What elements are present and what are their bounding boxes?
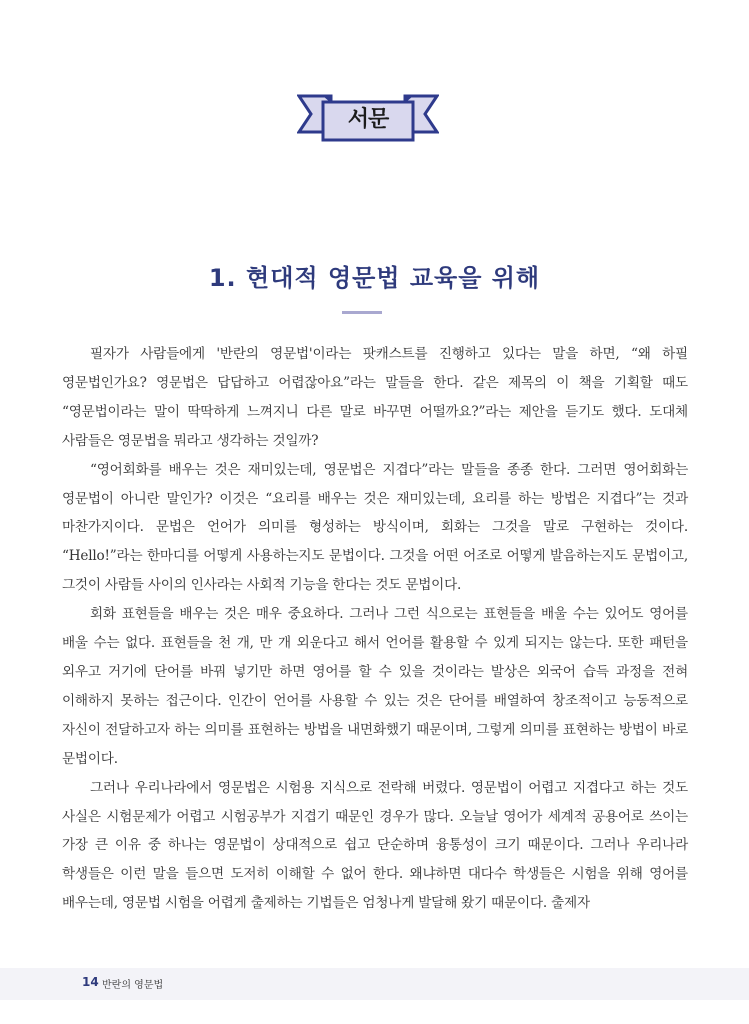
paragraph: “영어회화를 배우는 것은 재미있는데, 영문법은 지겹다”라는 말들을 종종 한다. 그러면 영어회화는 영문법이 아니란 말인가? 이것은 “요리를 배우는 것은 재미있는데, 요리를 하는 방법은 지겹다”는 것과 마찬가지이다. 문법은 언어가 의미를 형성하는 방식이며, 회화는 그것을 말로 구현하는 것이다. “Hello!”라는 한마디를 어떻게 사용하는지도 문법이다. 그것을 어떤 어조로 어떻게 발음하는지도 문법이고, 그것이 사람들 사이의 인사라는 사회적 기능을 한다는 것도 문법이다.: [62, 461, 688, 594]
body-text: [62, 340, 688, 918]
chapter-label: 서문: [347, 107, 389, 132]
paragraph: 회화 표현들을 배우는 것은 매우 중요하다. 그러나 그런 식으로는 표현들을 배울 수는 있어도 영어를 배울 수는 없다. 표현들을 천 개, 만 개 외운다고 해서 언어를 활용할 수 있게 되지는 않는다. 또한 패턴을 외우고 거기에 단어를 바꿔 넣기만 하면 영어를 할 수 있을 것이라는 발상은 외국어 습득 과정을 전혀 이해하지 못하는 접근이다. 인간이 언어를 사용할 수 있는 것은 단어를 배열하여 창조적이고 능동적으로 자신이 전달하고자 하는 의미를 표현하는 방법을 내면화했기 때문이며, 그렇게 의미를 표현하는 방법이 바로 문법이다.: [62, 606, 688, 767]
paragraph: 필자가 사람들에게 '반란의 영문법'이라는 팟캐스트를 진행하고 있다는 말을 하면, “왜 하필 영문법인가요? 영문법은 답답하고 어렵잖아요”라는 말들을 한다. 같은 제목의 이 책을 기획할 때도 “영문법이라는 말이 딱딱하게 느껴지니 다른 말로 바꾸면 어떨까요?”라는 제안을 듣기도 했다. 도대체 사람들은 영문법을 뭐라고 생각하는 것일까?: [62, 346, 688, 449]
paragraph: 그러나 우리나라에서 영문법은 시험용 지식으로 전락해 버렸다. 영문법이 어렵고 지겹다고 하는 것도 사실은 시험문제가 어렵고 시험공부가 지겹기 때문인 경우가 많다. 오늘날 영어가 세계적 공용어로 쓰이는 가장 큰 이유 중 하나는 영문법이 상대적으로 쉽고 단순하며 융통성이 크기 때문이다. 그러나 우리나라 학생들은 이런 말을 들으면 도저히 이해할 수 없어 한다. 왜냐하면 대다수 학생들은 시험을 위해 영어를 배우는데, 영문법 시험을 어렵게 출제하는 기법들은 엄청나게 발달해 왔기 때문이다. 출제자: [62, 779, 688, 912]
title-divider: [342, 311, 382, 314]
running-title: 반란의 영문법: [102, 980, 164, 991]
chapter-ribbon: [297, 92, 439, 144]
page-footer: [0, 968, 749, 1000]
page-number: 14: [82, 975, 99, 989]
section-title: 1. 현대적 영문법 교육을 위해: [208, 264, 541, 292]
